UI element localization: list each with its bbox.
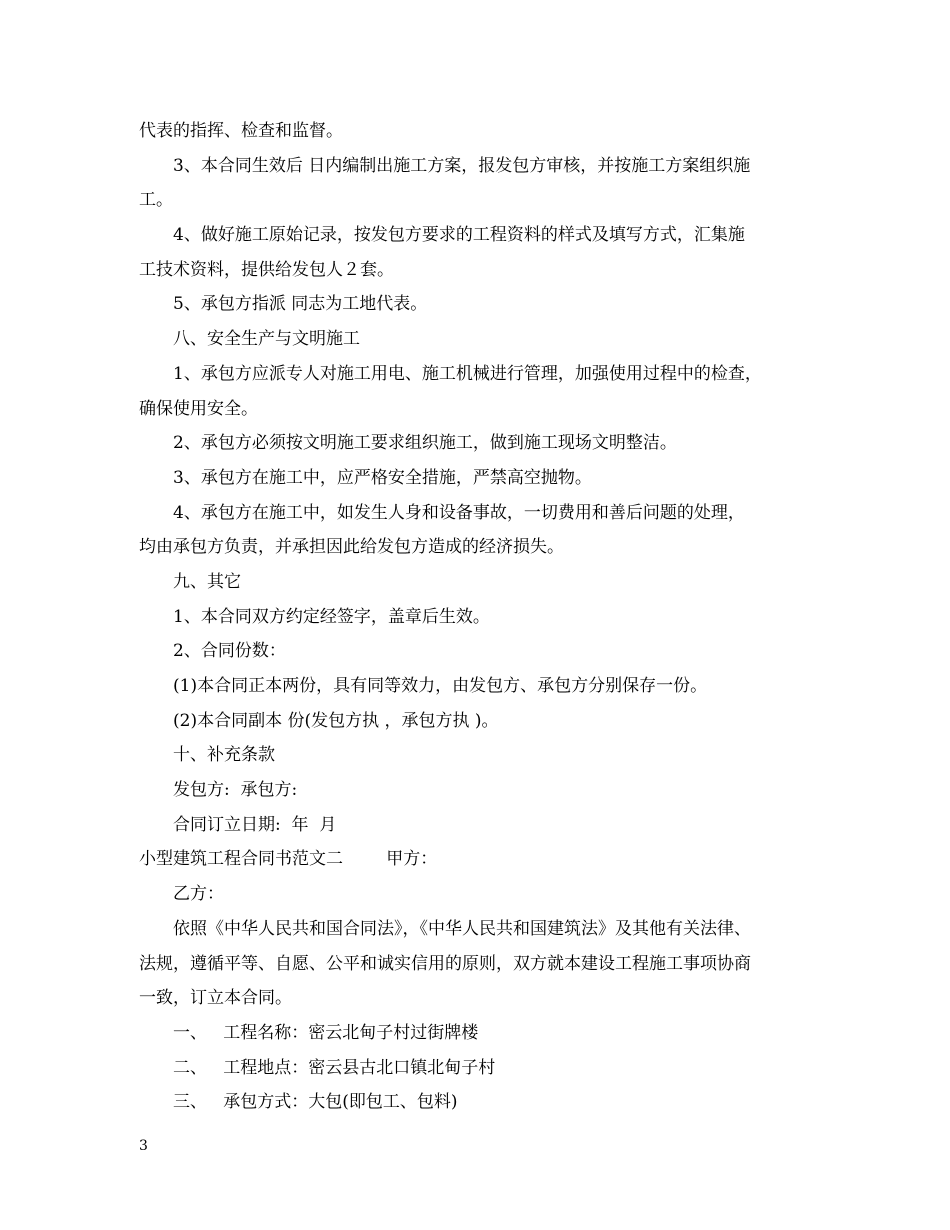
text-line: 一、 工程名称：密云北甸子村过街牌楼	[173, 1022, 479, 1043]
text-line: 合同订立日期: 年 月	[173, 814, 337, 835]
text-line: 均由承包方负责，并承担因此给发包方造成的经济损失。	[139, 537, 564, 558]
text-line: 确保使用安全。	[139, 398, 258, 419]
text-line: 2、合同份数：	[173, 641, 286, 662]
document-body	[139, 114, 839, 1120]
page-number: 3	[139, 1138, 148, 1154]
text-line: 2、承包方必须按文明施工要求组织施工，做到施工现场文明整洁。	[173, 433, 677, 454]
text-line: 九、其它	[173, 571, 241, 592]
text-line: 1、本合同双方约定经签字，盖章后生效。	[173, 606, 490, 627]
text-line: 工。	[139, 190, 173, 211]
text-line: 工技术资料，提供给发包人２套。	[139, 259, 394, 280]
text-line: 4、承包方在施工中，如发生人身和设备事故，一切费用和善后问题的处理，	[173, 502, 745, 523]
text-line: 八、安全生产与文明施工	[173, 329, 360, 350]
text-line: 一致，订立本合同。	[139, 988, 292, 1009]
text-line: 代表的指挥、检查和监督。	[139, 121, 343, 141]
text-line: 二、 工程地点：密云县古北口镇北甸子村	[173, 1057, 496, 1078]
text-line: 4、做好施工原始记录，按发包方要求的工程资料的样式及填写方式，汇集施	[173, 225, 745, 246]
text-line: 依照《中华人民共和国合同法》，《中华人民共和国建筑法》及其他有关法律、	[173, 918, 751, 939]
text-line: (1)本合同正本两份，具有同等效力，由发包方、承包方分别保存一份。	[173, 676, 708, 696]
text-line: 三、 承包方式：大包(即包工、包料)	[173, 1092, 458, 1113]
text-line: 法规，遵循平等、自愿、公平和诚实信用的原则，双方就本建设工程施工事项协商	[139, 953, 751, 974]
text-line: 十、补充条款	[173, 745, 275, 766]
text-line: 3、本合同生效后 日内编制出施工方案，报发包方审核，并按施工方案组织施	[173, 155, 751, 176]
text-line: 1、承包方应派专人对施工用电、施工机械进行管理，加强使用过程中的检查，	[173, 363, 762, 384]
text-line: 5、承包方指派 同志为工地代表。	[173, 294, 428, 315]
text-line: 发包方: 承包方:	[173, 780, 298, 801]
text-line: 小型建筑工程合同书范文二 甲方：	[139, 849, 438, 870]
text-line: 乙方：	[173, 884, 224, 905]
text-line: (2)本合同副本 份(发包方执 ，承包方执 )。	[173, 710, 499, 731]
text-line: 3、承包方在施工中，应严格安全措施，严禁高空抛物。	[173, 467, 592, 488]
